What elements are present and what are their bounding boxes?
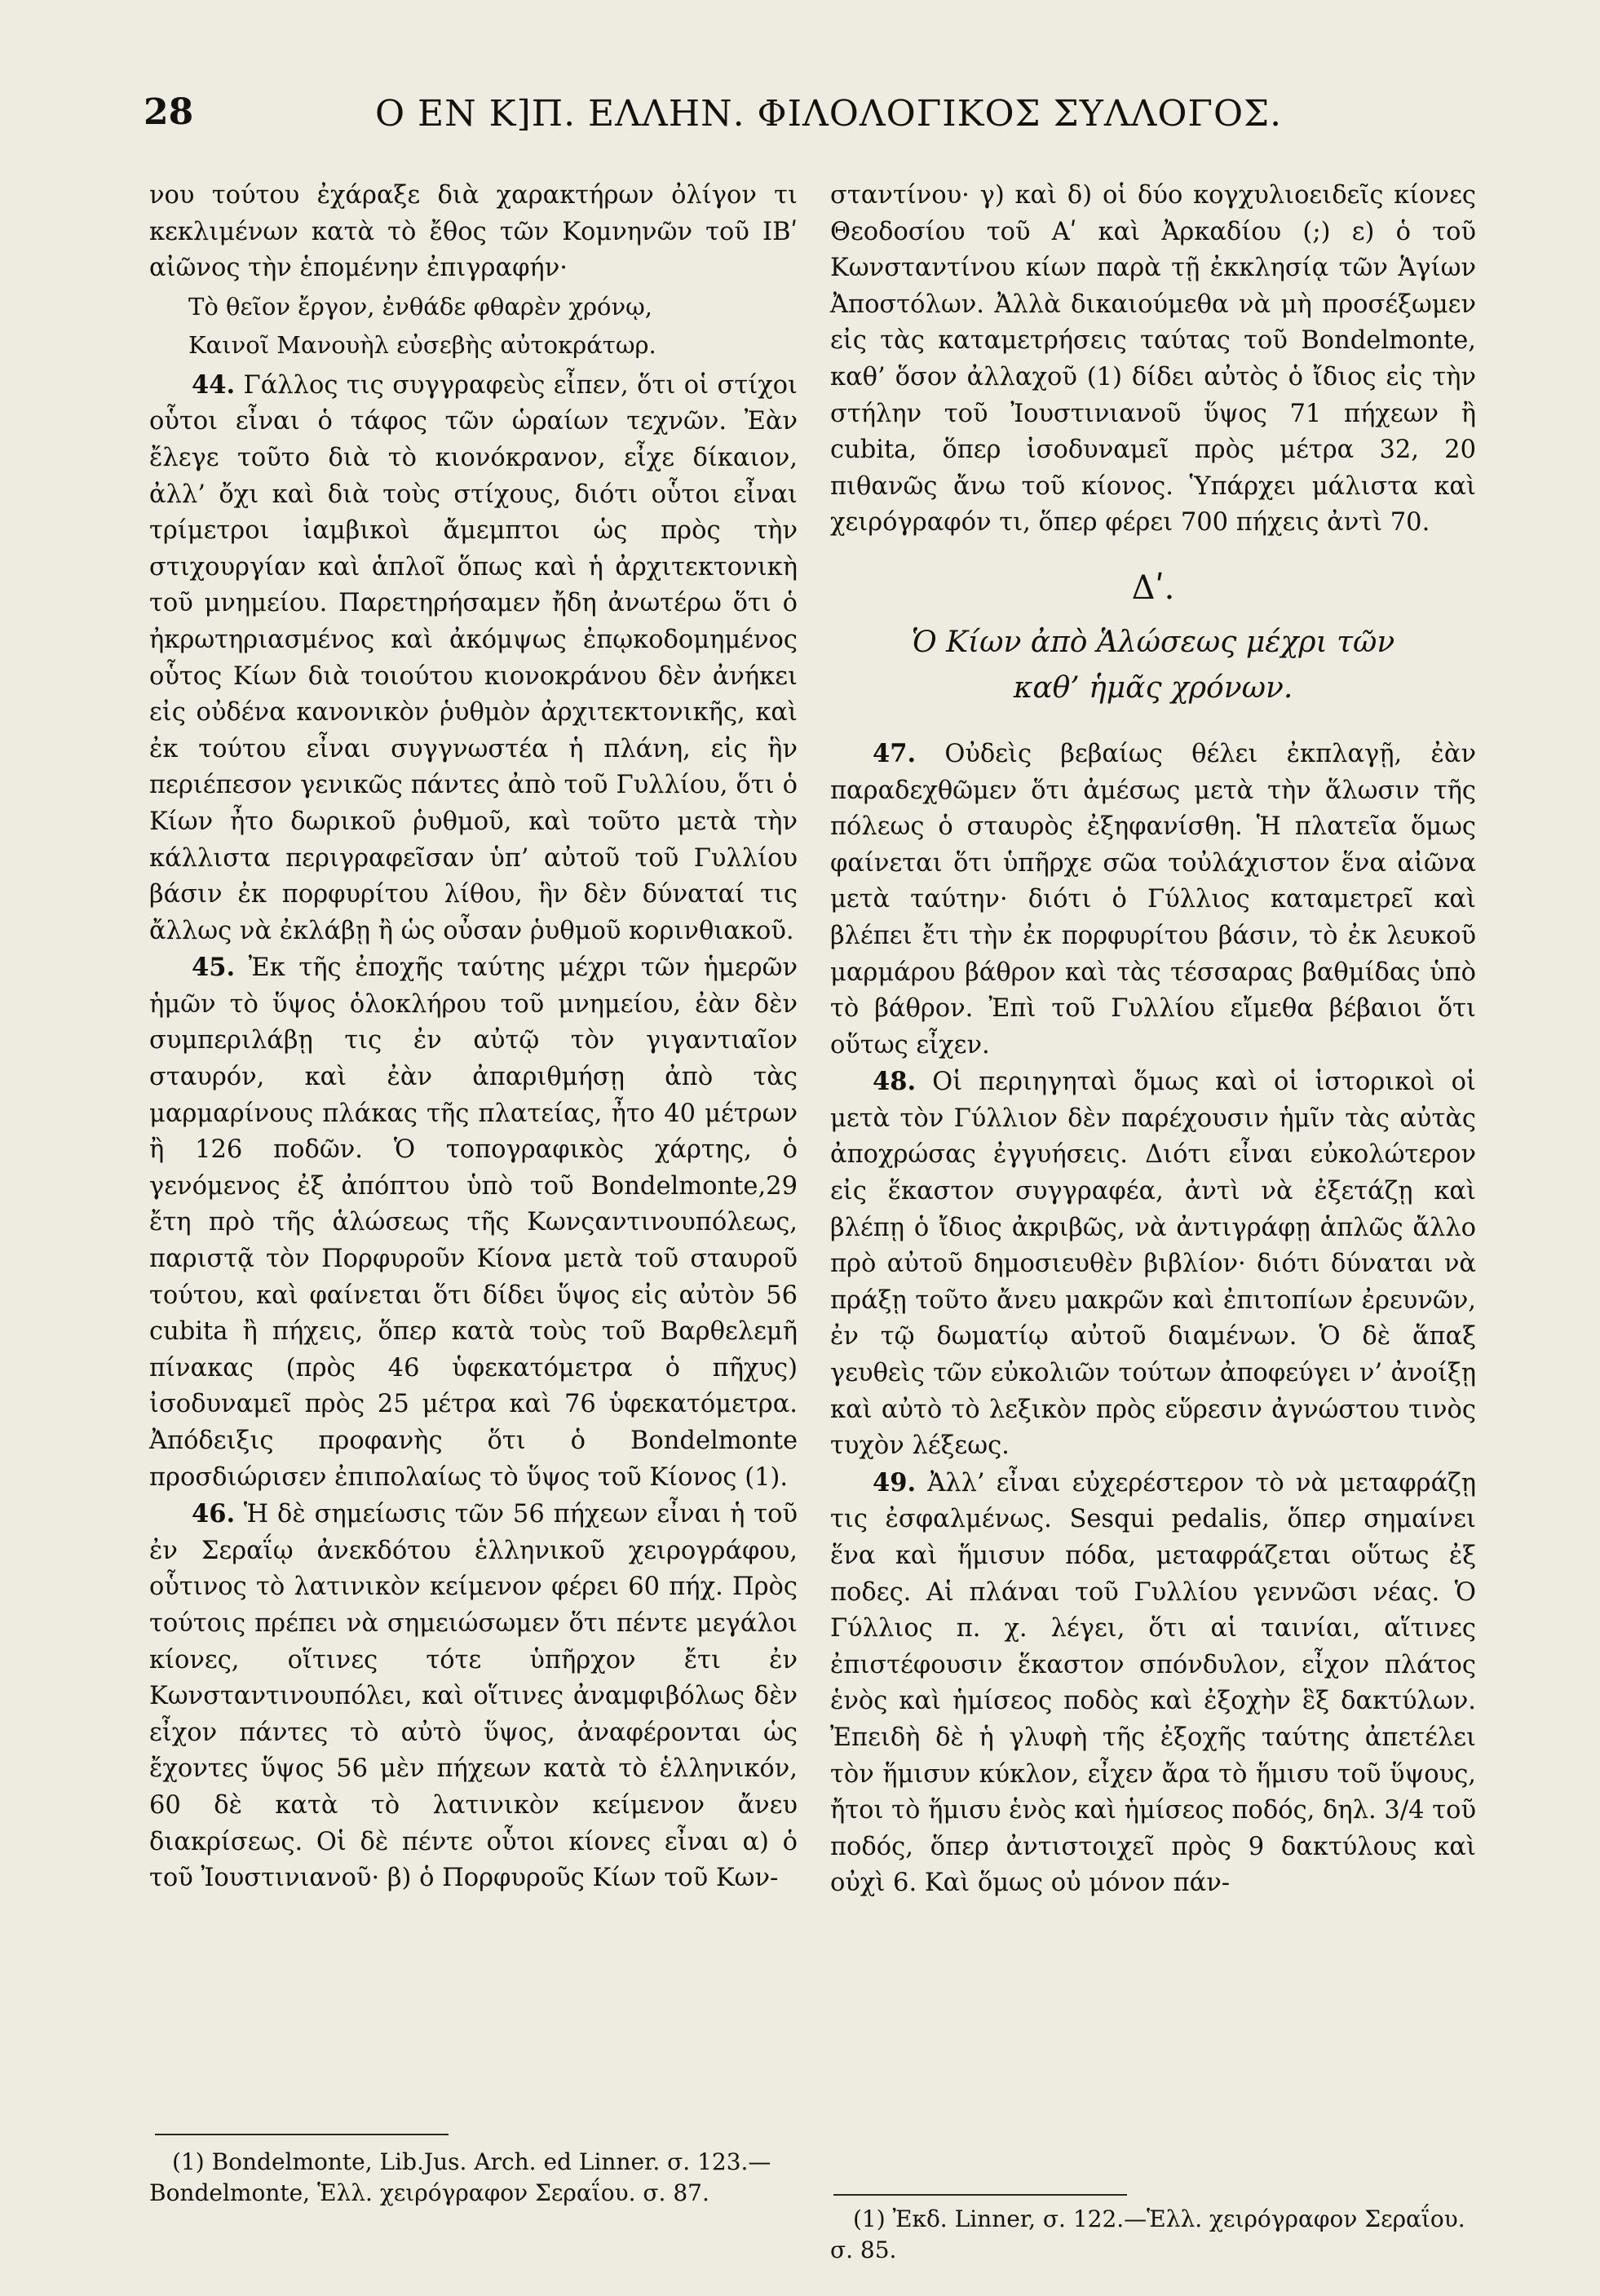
page-number: 28 bbox=[144, 91, 194, 133]
paragraph-44 bbox=[149, 367, 798, 950]
paragraph-45 bbox=[149, 949, 798, 1496]
paragraph-number: 44. bbox=[192, 369, 236, 400]
paragraph-intro: νου τούτου ἐχάραξε διὰ χαρακτήρων ὀλίγον τι κεκλιμένων κατὰ τὸ ἔθος τῶν Κομνηνῶν τοῦ ΙΒʹ αἰῶνος τὴν ἑπομένην ἐπιγραφήν· bbox=[149, 181, 798, 283]
paragraph-text: Γάλλος τις συγγραφεὺς εἶπεν, ὅτι οἱ στίχοι οὗτοι εἶναι ὁ τάφος τῶν ὡραίων τεχνῶν. Ἐὰν ἔλεγε τοῦτο διὰ τὸ κιονόκρανον, εἶχε δίκαιον, ἀλλ’ ὄχι καὶ διὰ τοὺς στίχους, διότι οὗτοι εἶναι τρίμετροι ἰαμβικοὶ ἄμεμπτοι ὡς πρὸς τὴν στιχουργίαν καὶ ἁπλοῖ ὅπως καὶ ἡ ἀρχιτεκτονικὴ τοῦ μνημείου. Παρετηρήσαμεν ἤδη ἀνωτέρω ὅτι ὁ ἠκρωτηριασμένος καὶ ἀκόμψως ἐπῳκοδομημένος οὗτος Κίων διὰ τοιούτου κιονοκράνου δὲν ἀνήκει εἰς οὐδένα κανονικὸν ῥυθμὸν ἀρχιτεκτονικῆς, καὶ ἐκ τούτου εἶναι συγγνωστέα ἡ πλάνη, εἰς ἣν περιέπεσον γενικῶς πάντες ἀπὸ τοῦ Γυλλίου, ὅτι ὁ Κίων ἦτο δωρικοῦ ῥυθμοῦ, καὶ τοῦτο μετὰ τὴν κάλλιστα περιγραφεῖσαν ὑπ’ αὐτοῦ τοῦ Γυλλίου βάσιν ἐκ πορφυρίτου λίθου, ἣν δὲν δύναταί τις ἄλλως νὰ ἐκλάβῃ ἢ ὡς οὖσαν ῥυθμοῦ κορινθιακοῦ. bbox=[149, 370, 798, 945]
left-column bbox=[149, 178, 798, 1897]
paragraph-text: Ἐκ τῆς ἐποχῆς ταύτης μέχρι τῶν ἡμερῶν ἡμῶν τὸ ὕψος ὁλοκλήρου τοῦ μνημείου, ἐὰν δὲν συμπεριλάβῃ τις ἐν αὐτῷ τὸν γιγαντιαῖον σταυρόν, καὶ ἐὰν ἀπαριθμήσῃ ἀπὸ τὰς μαρμαρίνους πλάκας τῆς πλατείας, ἦτο 40 μέτρων ἢ 126 ποδῶν. Ὁ τοπογραφικὸς χάρτης, ὁ γενόμενος ἐξ ἀπόπτου ὑπὸ τοῦ Bondelmonte,29 ἔτη πρὸ τῆς ἁλώσεως τῆς Κωνςαντινουπόλεως, παριστᾷ τὸν Πορφυροῦν Κίονα μετὰ τοῦ σταυροῦ τούτου, καὶ φαίνεται ὅτι δίδει ὕψος εἰς αὐτὸν 56 cubita ἢ πήχεις, ὅπερ κατὰ τοὺς τοῦ Βαρθελεμῆ πίνακας (πρὸς 46 ὑφεκατόμετρα ὁ πῆχυς) ἰσοδυναμεῖ πρὸς 25 μέτρα καὶ 76 ὑφεκατόμετρα. Ἀπόδειξις προφανὴς ὅτι ὁ Bondelmonte προσδιώρισεν ἐπιπολαίως τὸ ὕψος τοῦ Κίονος (1). bbox=[149, 953, 798, 1492]
section-letter: Δʹ. bbox=[1131, 568, 1175, 607]
paragraph-number: 46. bbox=[192, 1499, 236, 1529]
paragraph-number: 48. bbox=[873, 1067, 917, 1097]
section-heading bbox=[830, 620, 1476, 711]
paragraph-number: 47. bbox=[873, 738, 917, 768]
footnote-divider-left bbox=[155, 2134, 449, 2135]
footnote-left bbox=[149, 2147, 798, 2209]
running-title: Ο ΕΝ Κ]Π. ΕΛΛΗΝ. ΦΙΛΟΛΟΓΙΚΟΣ ΣΥΛΛΟΓΟΣ. bbox=[375, 93, 1283, 135]
footnote-divider-right bbox=[833, 2194, 1127, 2196]
paragraph-text: Ἡ δὲ σημείωσις τῶν 56 πήχεων εἶναι ἡ τοῦ ἐν Σεραΐῳ ἀνεκδότου ἑλληνικοῦ χειρογράφου, οὗτινος τὸ λατινικὸν κείμενον φέρει 60 πήχ. Πρὸς τούτοις πρέπει νὰ σημειώσωμεν ὅτι πέντε μεγάλοι κίονες, οἵτινες τότε ὑπῆρχον ἔτι ἐν Κωνσταντινουπόλει, καὶ οἵτινες ἀναμφιβόλως δὲν εἶχον πάντες τὸ αὐτὸ ὕψος, ἀναφέρονται ὡς ἔχοντες ὕψος 56 μὲν πήχεων κατὰ τὸ ἑλληνικόν, 60 δὲ κατὰ τὸ λατινικὸν κείμενον ἄνευ διακρίσεως. Οἱ δὲ πέντε οὗτοι κίονες εἶναι α) ὁ τοῦ Ἰουστινιανοῦ· β) ὁ Πορφυροῦς Κίων τοῦ Κων- bbox=[149, 1500, 798, 1893]
inscription-verse-2: Καινοῖ Μανουὴλ εὐσεβὴς αὐτοκράτωρ. bbox=[188, 330, 656, 359]
paragraph-text: Ἀλλ’ εἶναι εὐχερέστερον τὸ νὰ μεταφράζῃ τις ἐσφαλμένως. Sesqui pedalis, ὅπερ σημαίνει ἕνα καὶ ἥμισυν πόδα, μεταφράζεται οὕτως ἐξ ποδες. Αἱ πλάναι τοῦ Γυλλίου γεννῶσι νέας. Ὁ Γύλλιος π. χ. λέγει, ὅτι αἱ ταινίαι, αἵτινες ἐπιστέφουσιν ἕκαστον σπόνδυλον, εἶχον πλάτος ἑνὸς καὶ ἡμίσεος ποδὸς καὶ ἐξοχὴν ἓξ δακτύλων. Ἐπειδὴ δὲ ἡ γλυφὴ τῆς ἐξοχῆς ταύτης ἀπετέλει τὸν ἥμισυν κύκλον, εἶχεν ἄρα τὸ ἥμισυ τοῦ ὕψους, ἤτοι τὸ ἥμισυ ἑνὸς καὶ ἡμίσεος ποδός, δηλ. 3/4 τοῦ ποδός, ὅπερ ἀντιστοιχεῖ πρὸς 9 δακτύλους καὶ οὐχὶ 6. Καὶ ὅμως οὐ μόνον πάν- bbox=[830, 1468, 1476, 1898]
paragraph-46 bbox=[149, 1496, 798, 1897]
paragraph-continuation: σταντίνου· γ) καὶ δ) οἱ δύο κογχυλιοειδεῖς κίονες Θεοδοσίου τοῦ Αʹ καὶ Ἀρκαδίου (;) ε) ὁ τοῦ Κωνσταντίνου κίων παρὰ τῇ ἐκκλησίᾳ τῶν Ἁγίων Ἀποστόλων. Ἀλλὰ δικαιούμεθα νὰ μὴ προσέξωμεν εἰς τὰς καταμετρήσεις ταύτας τοῦ Bondelmonte, καθ’ ὅσον ἀλλαχοῦ (1) δίδει αὐτὸς ὁ ἴδιος εἰς τὴν στήλην τοῦ Ἰουστινιανοῦ ὕψος 71 πήχεων ἢ cubita, ὅπερ ἰσοδυναμεῖ πρὸς μέτρα 32, 20 πιθανῶς ἄνω τοῦ κίονος. Ὑπάρχει μάλιστα καὶ χειρόγραφόν τι, ὅπερ φέρει 700 πήχεις ἀντὶ 70. bbox=[830, 181, 1476, 538]
footnote-text: (1) Ἐκδ. Linner, σ. 122.—Ἑλλ. χειρόγραφον Σεραΐου. σ. 85. bbox=[830, 2205, 1465, 2263]
paragraph-text: Οἱ περιηγηταὶ ὅμως καὶ οἱ ἱστορικοὶ οἱ μετὰ τὸν Γύλλιον δὲν παρέχουσιν ἡμῖν τὰς αὐτὰς ἀποχρώσας ἐγγυήσεις. Διότι εἶναι εὐκολώτερον εἰς ἕκαστον συγγραφέα, ἀντὶ νὰ ἐξετάζῃ καὶ βλέπῃ ὁ ἴδιος ἀκριβῶς, νὰ ἀντιγράφῃ ἁπλῶς ἄλλο πρὸ αὐτοῦ δημοσιευθὲν βιβλίον· διότι δύναται νὰ πράξῃ τοῦτο ἄνευ μακρῶν καὶ ἐπιτοπίων ἐρευνῶν, ἐν τῷ δωματίῳ αὐτοῦ διαμένων. Ὁ δὲ ἅπαξ γευθεὶς τῶν εὐκολιῶν τούτων ἀποφεύγει ν’ ἀνοίξῃ καὶ αὐτὸ τὸ λεξικὸν πρὸς εὕρεσιν ἀγνώστου τινὸς τυχὸν λέξεως. bbox=[830, 1068, 1476, 1461]
paragraph-47 bbox=[830, 736, 1476, 1064]
section-heading-line-1: Ὁ Κίων ἀπὸ Ἁλώσεως μέχρι τῶν bbox=[911, 625, 1395, 659]
paragraph-number: 45. bbox=[192, 953, 236, 983]
right-column bbox=[830, 178, 1476, 1902]
paragraph-text: Οὐδεὶς βεβαίως θέλει ἐκπλαγῇ, ἐὰν παραδεχθῶμεν ὅτι ἀμέσως μετὰ τὴν ἅλωσιν τῆς πόλεως ὁ σταυρὸς ἐξηφανίσθη. Ἡ πλατεῖα ὅμως φαίνεται ὅτι ὑπῆρχε σῶα τοὐλάχιστον ἕνα αἰῶνα μετὰ ταύτην· διότι ὁ Γύλλιος καταμετρεῖ καὶ βλέπει ἔτι τὴν ἐκ πορφυρίτου βάσιν, τὸ ἐκ λευκοῦ μαρμάρου βάθρον καὶ τὰς τέσσαρας βαθμίδας ὑπὸ τὸ βάθρον. Ἐπὶ τοῦ Γυλλίου εἴμεθα βέβαιοι ὅτι οὕτως εἶχεν. bbox=[830, 739, 1476, 1060]
paragraph-49 bbox=[830, 1465, 1476, 1902]
inscription-verse-1: Τὸ θεῖον ἔργον, ἐνθάδε φθαρὲν χρόνῳ, bbox=[188, 292, 652, 321]
section-heading-line-2: καθ’ ἡμᾶς χρόνων. bbox=[1013, 670, 1293, 705]
footnote-right bbox=[830, 2204, 1476, 2266]
paragraph-number: 49. bbox=[873, 1467, 917, 1497]
footnote-text: (1) Bondelmonte, Lib.Jus. Arch. ed Linner. σ. 123.—Bondelmonte, Ἑλλ. χειρόγραφον Σεραΐου. σ. 87. bbox=[149, 2148, 771, 2206]
paragraph-48 bbox=[830, 1064, 1476, 1465]
